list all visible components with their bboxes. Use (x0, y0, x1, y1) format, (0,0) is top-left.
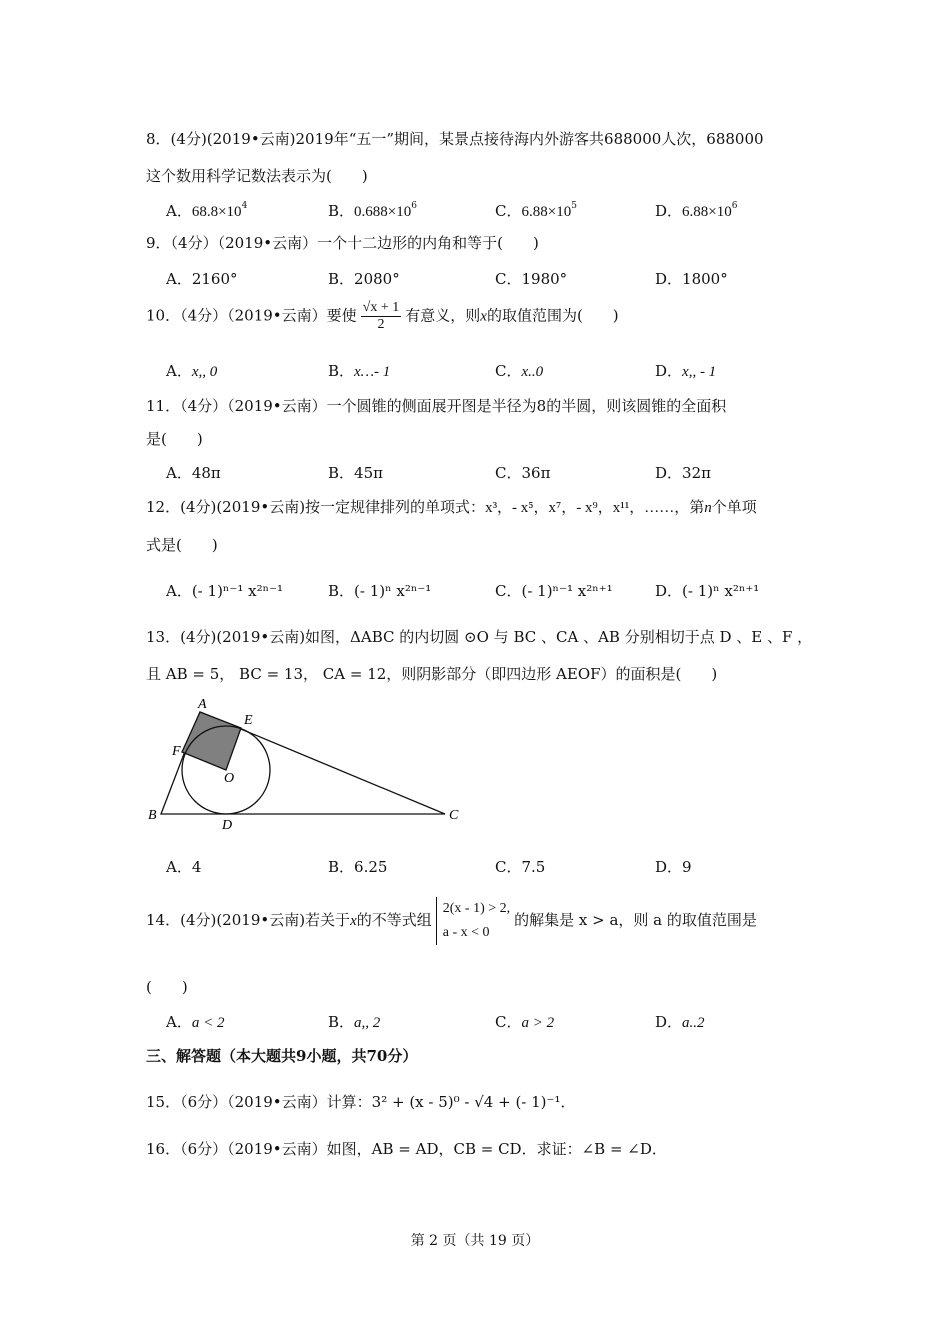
q8-stem-line1: 8．(4分)(2019•云南)2019年“五一”期间，某景点接待海内外游客共688000人次，688000 (146, 130, 764, 148)
label-d: D (222, 818, 233, 833)
q8-option-b: B．$0.688\times 10^6$ (328, 201, 417, 220)
label-b: B (148, 808, 157, 823)
q9-stem: 9．（4分）（2019•云南）一个十二边形的内角和等于( ) (146, 234, 539, 252)
q14-stem-line2: ( ) (146, 978, 188, 996)
q12-option-d: D．(- 1)ⁿ x²ⁿ⁺¹ (655, 582, 760, 600)
q13-option-d: D．9 (655, 858, 692, 876)
label-e: E (244, 713, 253, 728)
q12-stem-line1: 12．(4分)(2019•云南)按一定规律排列的单项式：x³，- x⁵，x⁷，- x⁹，x¹¹，……，第n个单项 (146, 498, 757, 516)
q13-option-c: C．7.5 (495, 858, 546, 876)
q14-option-c: C．a > 2 (495, 1013, 555, 1031)
q12-option-b: B．(- 1)ⁿ x²ⁿ⁻¹ (328, 582, 432, 600)
q14-inequality-system: 2(x - 1) > 2, a - x < 0 (436, 897, 510, 945)
q9-option-c: C．1980° (495, 270, 568, 288)
q8-stem-line2: 这个数用科学记数法表示为( ) (146, 167, 368, 185)
q11-stem-line1: 11．（4分）（2019•云南）一个圆锥的侧面展开图是半径为8的半圆，则该圆锥的全面积 (146, 397, 727, 415)
q11-option-b: B．45π (328, 464, 383, 482)
q13-option-b: B．6.25 (328, 858, 388, 876)
q14-option-b: B．a,, 2 (328, 1013, 381, 1031)
q9-option-d: D．1800° (655, 270, 728, 288)
q14-option-a: A．a < 2 (166, 1013, 225, 1031)
q12-stem-line2: 式是( ) (146, 536, 218, 554)
q11-option-a: A．48π (166, 464, 221, 482)
q10-option-a: A．x,, 0 (166, 362, 218, 380)
shaded-quadrilateral-aeof (182, 712, 241, 770)
label-f: F (172, 744, 181, 759)
section-heading: 三、解答题（本大题共9小题，共70分） (146, 1047, 418, 1065)
q8-option-d: D．$6.88\times 10^6$ (655, 201, 738, 220)
q10-option-b: B．x…- 1 (328, 362, 391, 380)
label-a: A (198, 697, 207, 712)
q10-stem: 10．（4分）（2019•云南）要使 $\frac{√x + 1}{2}$ 有意义，则x的取值范围为( ) (146, 300, 619, 332)
q11-option-d: D．32π (655, 464, 711, 482)
q13-triangle-figure (140, 690, 470, 835)
q8-option-a: A．$68.8\times 10^4$ (166, 201, 248, 220)
q10-option-c: C．x..0 (495, 362, 544, 380)
q11-stem-line2: 是( ) (146, 430, 203, 448)
q13-option-a: A．4 (166, 858, 202, 876)
q9-option-b: B．2080° (328, 270, 400, 288)
q13-stem-line1: 13．(4分)(2019•云南)如图，ΔABC 的内切圆 ⊙O 与 BC 、CA 、AB 分别相切于点 D 、E 、F ， (146, 628, 813, 646)
q11-option-c: C．36π (495, 464, 551, 482)
page-footer: 第 2 页（共 19 页） (410, 1233, 540, 1249)
label-o: O (224, 771, 235, 786)
q10-option-d: D．x,, - 1 (655, 362, 717, 380)
q13-stem-line2: 且 AB = 5， BC = 13， CA = 12，则阴影部分（即四边形 AEOF）的面积是( ) (146, 665, 718, 683)
q14-option-d: D．a..2 (655, 1013, 705, 1031)
label-c: C (449, 808, 459, 823)
q12-option-c: C．(- 1)ⁿ⁻¹ x²ⁿ⁺¹ (495, 582, 613, 600)
q9-option-a: A．2160° (166, 270, 238, 288)
q8-option-c: C．$6.88\times 10^5$ (495, 201, 577, 220)
q16-stem: 16．（6分）（2019•云南）如图，AB = AD，CB = CD．求证：∠B = ∠D． (146, 1140, 667, 1158)
q15-stem: 15．（6分）（2019•云南）计算：3² + (x - 5)⁰ - √4 + (- 1)⁻¹． (146, 1093, 576, 1111)
q14-stem-line1: 14．(4分)(2019•云南)若关于x的不等式组 2(x - 1) > 2, a - x < 0 的解集是 x > a，则 a 的取值范围是 (146, 897, 757, 945)
q10-fraction: $\frac{√x + 1}{2}$ (362, 300, 400, 332)
q12-option-a: A．(- 1)ⁿ⁻¹ x²ⁿ⁻¹ (166, 582, 283, 600)
